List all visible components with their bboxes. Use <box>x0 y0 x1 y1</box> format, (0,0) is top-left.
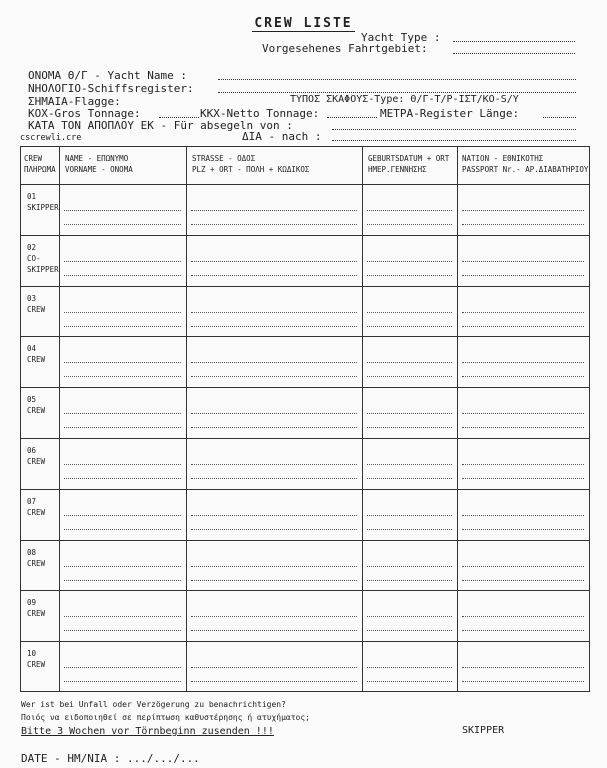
notify-question-gr: Ποιός να ειδοποιηθεί σε περίπτωση καθυστέρησης ή ατυχήματος; <box>21 713 310 722</box>
entry-line[interactable] <box>462 616 584 617</box>
entry-line[interactable] <box>462 224 584 225</box>
entry-line[interactable] <box>191 464 357 465</box>
entry-line[interactable] <box>367 312 452 313</box>
header-nation: NATION - ΕΘΝΙΚΟΤΗΣ PASSPORT Nr.- ΑΡ.ΔΙΑΒΑΤΗΡΙΟΥ <box>462 154 589 174</box>
row-label: 08 CREW <box>27 547 46 568</box>
entry-line[interactable] <box>64 427 181 428</box>
entry-line[interactable] <box>367 630 452 631</box>
absegeln-field[interactable] <box>332 129 576 130</box>
nach-label: ΔΙΑ - nach : <box>242 130 322 143</box>
nach-field[interactable] <box>332 140 576 141</box>
entry-line[interactable] <box>367 326 452 327</box>
entry-line[interactable] <box>367 261 452 262</box>
entry-line[interactable] <box>462 667 584 668</box>
entry-line[interactable] <box>191 529 357 530</box>
header-name: NAME - ΕΠΩΝΥΜΟ VORNAME - ΟΝΟΜΑ <box>65 154 133 174</box>
entry-line[interactable] <box>367 566 452 567</box>
notify-question-de: Wer ist bei Unfall oder Verzögerung zu benachrichtigen? <box>21 700 286 709</box>
yacht-name-field[interactable] <box>218 79 576 80</box>
entry-line[interactable] <box>191 580 357 581</box>
entry-line[interactable] <box>367 464 452 465</box>
entry-line[interactable] <box>64 667 181 668</box>
entry-line[interactable] <box>367 413 452 414</box>
entry-line[interactable] <box>191 376 357 377</box>
entry-line[interactable] <box>64 224 181 225</box>
entry-line[interactable] <box>367 616 452 617</box>
netto-tonnage-field[interactable] <box>327 117 377 118</box>
entry-line[interactable] <box>367 275 452 276</box>
entry-line[interactable] <box>64 376 181 377</box>
entry-line[interactable] <box>64 616 181 617</box>
entry-line[interactable] <box>462 566 584 567</box>
netto-tonnage-label: ΚΚΧ-Netto Tonnage: <box>200 107 320 120</box>
entry-line[interactable] <box>367 580 452 581</box>
row-label: 01 SKIPPER <box>27 192 59 212</box>
entry-line[interactable] <box>367 529 452 530</box>
entry-line[interactable] <box>462 464 584 465</box>
entry-line[interactable] <box>462 478 584 479</box>
header-address: STRASSE - ΟΔΟΣ PLZ + ORT - ΠΟΛΗ + ΚΩΔΙΚΟΣ <box>192 154 310 174</box>
entry-line[interactable] <box>462 362 584 363</box>
entry-line[interactable] <box>462 376 584 377</box>
entry-line[interactable] <box>191 630 357 631</box>
entry-line[interactable] <box>191 515 357 516</box>
entry-line[interactable] <box>462 630 584 631</box>
fahrtgebiet-label: Vorgesehenes Fahrtgebiet: <box>262 42 428 55</box>
row-label: 03 CREW <box>27 293 46 314</box>
row-label: 09 CREW <box>27 598 46 619</box>
entry-line[interactable] <box>462 580 584 581</box>
entry-line[interactable] <box>64 580 181 581</box>
entry-line[interactable] <box>462 681 584 682</box>
header-crew: CREW ΠΛΗΡΩΜΑ <box>24 154 56 174</box>
fahrtgebiet-field[interactable] <box>453 53 575 54</box>
entry-line[interactable] <box>64 681 181 682</box>
yacht-type-label: Yacht Type : <box>361 31 441 44</box>
entry-line[interactable] <box>367 427 452 428</box>
skipper-signature-label: SKIPPER <box>462 725 505 736</box>
schiffsregister-field[interactable] <box>218 92 576 93</box>
entry-line[interactable] <box>64 464 181 465</box>
yacht-type-field[interactable] <box>453 41 575 42</box>
entry-line[interactable] <box>64 326 181 327</box>
entry-line[interactable] <box>191 362 357 363</box>
entry-line[interactable] <box>191 210 357 211</box>
row-label: 05 CREW <box>27 395 46 416</box>
row-label: 07 CREW <box>27 496 46 517</box>
entry-line[interactable] <box>367 667 452 668</box>
flagge-label: ΣΗΜΑΙΑ-Flagge: <box>28 95 121 108</box>
crew-table <box>20 146 590 692</box>
entry-line[interactable] <box>191 312 357 313</box>
entry-line[interactable] <box>64 566 181 567</box>
gros-tonnage-label: ΚΟΧ-Gros Tonnage: <box>28 107 141 120</box>
row-label: 04 CREW <box>27 344 46 365</box>
entry-line[interactable] <box>462 210 584 211</box>
entry-line[interactable] <box>191 478 357 479</box>
schiffsregister-label: ΝΗΟΛΟΓΙΟ-Schiffsregister: <box>28 82 194 95</box>
entry-line[interactable] <box>64 210 181 211</box>
entry-line[interactable] <box>64 529 181 530</box>
entry-line[interactable] <box>191 261 357 262</box>
entry-line[interactable] <box>462 275 584 276</box>
entry-line[interactable] <box>191 616 357 617</box>
entry-line[interactable] <box>64 261 181 262</box>
row-label: 06 CREW <box>27 446 46 466</box>
entry-line[interactable] <box>64 362 181 363</box>
entry-line[interactable] <box>462 529 584 530</box>
entry-line[interactable] <box>462 515 584 516</box>
entry-line[interactable] <box>462 427 584 428</box>
entry-line[interactable] <box>64 312 181 313</box>
type-label: ΤΥΠΟΣ ΣΚΑΦΟΥΣ-Type: Θ/Γ-Τ/Ρ-ΙΣΤ/ΚΟ-S/Y <box>290 94 519 105</box>
row-label: 10 CREW <box>27 649 46 670</box>
entry-line[interactable] <box>191 427 357 428</box>
entry-line[interactable] <box>64 413 181 414</box>
entry-line[interactable] <box>367 681 452 682</box>
entry-line[interactable] <box>367 224 452 225</box>
entry-line[interactable] <box>191 413 357 414</box>
entry-line[interactable] <box>367 210 452 211</box>
register-laenge-field[interactable] <box>543 117 576 118</box>
yacht-name-label: ΟΝΟΜΑ Θ/Γ - Yacht Name : <box>28 69 187 82</box>
entry-line[interactable] <box>64 630 181 631</box>
gros-tonnage-field[interactable] <box>159 117 199 118</box>
entry-line[interactable] <box>64 478 181 479</box>
entry-line[interactable] <box>191 326 357 327</box>
entry-line[interactable] <box>367 362 452 363</box>
absegeln-label: ΚΑΤΑ ΤΟΝ ΑΠΟΠΛΟΥ ΕΚ - Für absegeln von : <box>28 119 293 132</box>
entry-line[interactable] <box>462 312 584 313</box>
header-birth: GEBURTSDATUM + ORT ΗΜΕΡ.ΓΕΝΝΗΣΗΣ <box>368 154 450 174</box>
form-title: CREW LISTE <box>254 16 353 31</box>
date-label: DATE - ΗΜ/ΝΙΑ : .../.../... <box>21 752 200 765</box>
entry-line[interactable] <box>191 667 357 668</box>
send-notice: Bitte 3 Wochen vor Törnbeginn zusenden !!! <box>21 726 274 737</box>
row-label: 02 CO- SKIPPER <box>27 242 59 274</box>
entry-line[interactable] <box>367 478 452 479</box>
entry-line[interactable] <box>64 515 181 516</box>
entry-line[interactable] <box>367 376 452 377</box>
entry-line[interactable] <box>191 224 357 225</box>
entry-line[interactable] <box>191 681 357 682</box>
entry-line[interactable] <box>462 326 584 327</box>
entry-line[interactable] <box>462 413 584 414</box>
entry-line[interactable] <box>191 566 357 567</box>
entry-line[interactable] <box>64 275 181 276</box>
entry-line[interactable] <box>367 515 452 516</box>
register-laenge-label: ΜΕΤΡΑ-Register Länge: <box>380 107 520 120</box>
file-reference: cscrewli.cre <box>20 133 82 143</box>
entry-line[interactable] <box>191 275 357 276</box>
entry-line[interactable] <box>462 261 584 262</box>
